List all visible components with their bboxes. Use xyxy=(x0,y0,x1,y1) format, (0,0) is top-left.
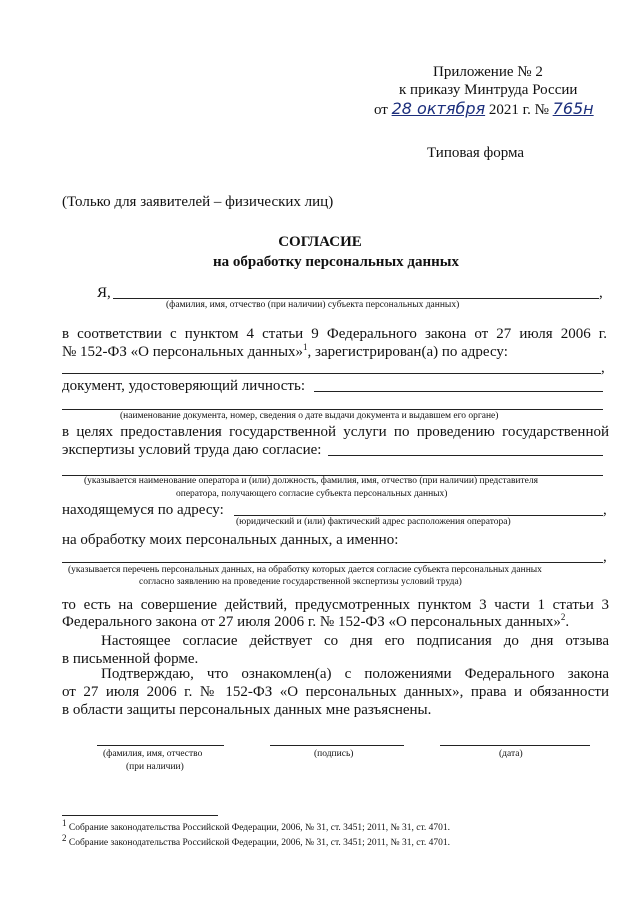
list-hint-1: (указывается перечень персональных данных, на обработку которых дается согласие субъекта персональных данных xyxy=(68,565,542,575)
actions-line-1: то есть на совершение действий, предусмотренных пунктом 3 части 1 статьи 3 xyxy=(62,597,609,613)
id-doc-line-2[interactable] xyxy=(62,409,603,410)
id-doc-line-1[interactable] xyxy=(314,391,603,392)
footnote-1-mark: 1 xyxy=(62,818,67,828)
applicants-note: (Только для заявителей – физических лиц) xyxy=(62,194,334,210)
fio-hint: (фамилия, имя, отчество (при наличии) субъекта персональных данных) xyxy=(166,300,460,310)
fio-line[interactable] xyxy=(113,298,599,299)
address-comma: , xyxy=(601,360,605,376)
i-label: Я, xyxy=(97,285,111,301)
doc-title: СОГЛАСИЕ xyxy=(278,234,362,250)
form-type: Типовая форма xyxy=(427,145,525,161)
footnote-1-text: Собрание законодательства Российской Федерации, 2006, № 31, ст. 3451; 2011, № 31, ст. 4701. xyxy=(66,823,451,834)
located-comma: , xyxy=(603,502,607,518)
purpose-line-2: экспертизы условий труда даю согласие: xyxy=(62,442,322,458)
operator-address-line[interactable] xyxy=(234,515,603,516)
footnote-separator xyxy=(62,815,218,816)
operator-line-1[interactable] xyxy=(328,455,603,456)
doc-subtitle: на обработку персональных данных xyxy=(213,254,459,270)
list-hint-2: согласно заявлению на проведение государственной экспертизы условий труда) xyxy=(139,577,462,587)
validity-line-2: в письменной форме. xyxy=(62,651,199,667)
operator-hint-1: (указывается наименование оператора и (или) должность, фамилия, имя, отчество (при наличии) представителя xyxy=(84,476,538,486)
footnote-2-mark: 2 xyxy=(62,833,67,843)
handwritten-date: 28 октября xyxy=(391,99,486,118)
signature-date-line[interactable] xyxy=(440,745,590,746)
purpose-line-1: в целях предоставления государственной услуги по проведению государственной xyxy=(62,424,609,440)
footnote-ref-2: 2 xyxy=(560,612,566,622)
appendix-number: Приложение № 2 xyxy=(433,64,543,80)
actions-line-2 xyxy=(62,614,569,631)
id-doc-label: документ, удостоверяющий личность: xyxy=(62,378,305,394)
law-line-2 xyxy=(62,344,508,361)
processing-comma: , xyxy=(603,549,607,565)
law-line-2-tail: , зарегистрирован(а) по адресу: xyxy=(307,344,508,360)
law-line-1: в соответствии с пунктом 4 статьи 9 Федерального закона от 27 июля 2006 г. xyxy=(62,326,607,342)
law-name: № 152-ФЗ «О персональных данных» xyxy=(62,344,304,360)
order-year: 2021 г. № xyxy=(488,102,549,118)
fio-comma: , xyxy=(599,285,603,301)
address-line[interactable] xyxy=(62,373,601,374)
validity-line-1: Настоящее согласие действует со дня его подписания до дня отзыва xyxy=(101,633,609,649)
processing-label: на обработку моих персональных данных, а именно: xyxy=(62,532,399,548)
confirm-line-1: Подтверждаю, что ознакомлен(а) с положениями Федерального закона xyxy=(101,666,609,682)
signature-sign-line[interactable] xyxy=(270,745,404,746)
order-reference: к приказу Минтруда России xyxy=(399,82,578,98)
operator-hint-2: оператора, получающего согласие субъекта персональных данных) xyxy=(176,489,448,499)
order-date xyxy=(374,99,594,119)
footnote-2 xyxy=(62,833,451,849)
footnote-2-text: Собрание законодательства Российской Федерации, 2006, № 31, ст. 3451; 2011, № 31, ст. 4701. xyxy=(66,838,451,849)
footnote-1 xyxy=(62,818,451,834)
id-doc-hint: (наименование документа, номер, сведения о дате выдачи документа и выдавшем его органе) xyxy=(120,411,499,421)
actions-law-name: Федерального закона от 27 июля 2006 г. № 152-ФЗ «О персональных данных» xyxy=(62,614,561,630)
operator-address-hint: (юридический и (или) фактический адрес расположения оператора) xyxy=(236,517,511,527)
confirm-line-3: в области защиты персональных данных мне разъяснены. xyxy=(62,702,432,718)
signature-sign-label: (подпись) xyxy=(314,749,354,759)
handwritten-number: 765н xyxy=(552,99,594,118)
date-prefix: от xyxy=(374,102,388,118)
located-label: находящемуся по адресу: xyxy=(62,502,224,518)
signature-fio-line[interactable] xyxy=(97,745,224,746)
signature-date-label: (дата) xyxy=(499,749,523,759)
confirm-line-2: от 27 июля 2006 г. № 152-ФЗ «О персональных данных», права и обязанности xyxy=(62,684,609,700)
data-list-line[interactable] xyxy=(62,562,603,563)
signature-fio-label-2: (при наличии) xyxy=(126,762,184,772)
actions-line-2-tail: . xyxy=(565,614,570,630)
signature-fio-label-1: (фамилия, имя, отчество xyxy=(103,749,203,759)
footnote-ref-1: 1 xyxy=(303,342,308,352)
